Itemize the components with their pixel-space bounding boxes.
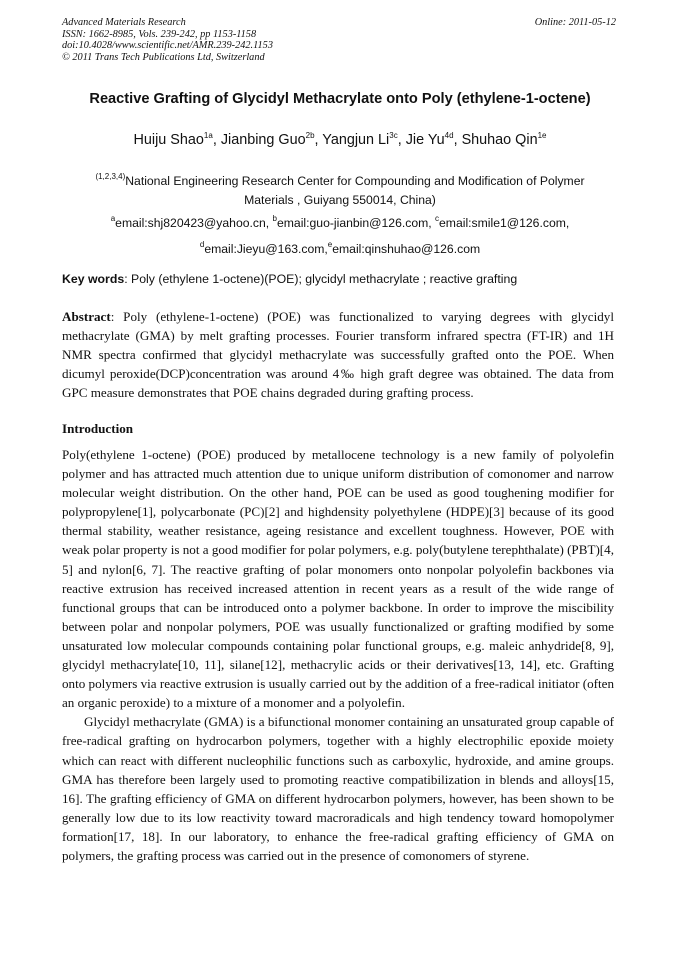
keywords	[62, 272, 622, 286]
email-sup: b	[272, 214, 277, 223]
journal-name: Advanced Materials Research	[62, 17, 186, 28]
abstract-text: : Poly (ethylene-1-octene) (POE) was functionalized to varying degrees with glycidyl methacrylate (GMA) by melt grafting processes. Fourier transform infrared spectra (FT-IR) and 1H NMR spectra confirmed that glycidyl methacrylate was successfully grafted onto the POE. When dicumyl peroxide(DCP)concentration was around 4‰ high graft degree was obtained. The data from GPC measure demonstrates that POE chains degraded during grafting process.	[62, 309, 614, 400]
email-address[interactable]: email:smile1@126.com,	[439, 216, 570, 230]
paper-title: Reactive Grafting of Glycidyl Methacrylate onto Poly (ethylene-1-octene)	[89, 91, 591, 107]
author: Huiju Shao	[133, 132, 204, 148]
affiliation-line-2: Materials , Guiyang 550014, China)	[244, 193, 436, 207]
email-sup: e	[327, 240, 333, 249]
email-sup: d	[199, 240, 205, 249]
email-address[interactable]: email:shj820423@yahoo.cn,	[115, 216, 273, 230]
email-sup: a	[110, 214, 116, 223]
introduction-body	[62, 445, 614, 865]
affiliation	[70, 167, 610, 210]
paragraph: Poly(ethylene 1-octene) (POE) produced by metallocene technology is a new family of polyolefin polymer and has attracted much attention due to unique uniform distribution of comonomer and narrow molecular weight distribution. On the other hand, POE can be used as good toughening modifier for polypropylene[1], polycarbonate (PC)[2] and highdensity polyethylene (HDPE)[3] because of its good thermal stability, weather resistance, ageing resistance and excellent toughness. However, POE with weak polar property is not a good modifier for polar polymers, e.g. poly(butylene terephthalate) (PBT)[4, 5] and nylon[6, 7]. The reactive grafting of polar monomers onto nonpolar polyolefin backbones via reactive extrusion has received increased attention in recent years as a result of the wide range of functional groups that can be introduced onto a polymer backbone. In order to improve the miscibility between polar and nonpolar polymers, POE was usually functionalized or grafting modified by some unsaturated low molecular compounds containing polar functional groups, e.g. maleic anhydride[8, 9], glycidyl methacrylate[10, 11], silane[12], methacrylic acids or their derivatives[13, 14], etc. Grafting onto polymers via reactive extrusion is usually carried out by the addition of a free-radical initiator (often an organic peroxide) to a mixture of a monomer and a polyolefin.	[62, 447, 614, 711]
keywords-text: : Poly (ethylene 1-octene)(POE); glycidyl methacrylate ; reactive grafting	[124, 272, 518, 286]
affiliation-line-1: National Engineering Research Center for Compounding and Modification of Polymer	[125, 174, 585, 188]
email-address[interactable]: email:qinshuhao@126.com	[332, 242, 481, 256]
issn-line: ISSN: 1662-8985, Vols. 239-242, pp 1153-1158	[62, 28, 257, 40]
author-sup: 2b	[305, 131, 315, 140]
section-heading-introduction: Introduction	[62, 421, 134, 436]
email-address[interactable]: email:guo-jianbin@126.com,	[277, 216, 436, 230]
email-list	[70, 208, 610, 260]
abstract-label: Abstract	[62, 309, 111, 324]
online-date: Online: 2011-05-12	[534, 17, 616, 28]
paragraph: Glycidyl methacrylate (GMA) is a bifunctional monomer containing an unsaturated group capable of free-radical grafting on hydrocarbon polymers, together with a highly electrophilic epoxide moiety which can react with different nucleophilic functions such as carboxylic, hydroxide, and amine groups. GMA has therefore been largely used to promoting reactive compatibilization in blends and alloys[15, 16]. The grafting efficiency of GMA on different hydrocarbon polymers, however, has been shown to be generally low due to its low reactivity toward macroradicals and high tendency toward homopolymer formation[17, 18]. In our laboratory, to enhance the free-radical grafting efficiency of GMA on polymers, the grafting process was carried out in the presence of comonomers of styrene.	[62, 714, 614, 863]
author-list: Huiju Shao$^{1a}$, Jianbing Guo$^{2b}$, Yangjun $Li^{3c}$, Jie $Yu^{4d}$, Shuhao Qin$^{1e}$	[133, 131, 547, 148]
abstract	[62, 307, 614, 402]
copyright-line: © 2011 Trans Tech Publications Ltd, Switzerland	[62, 51, 265, 63]
author-sup: 1a	[203, 131, 213, 140]
affiliation-sup: (1,2,3,4)	[95, 172, 126, 181]
author: Jianbing Guo	[220, 132, 306, 148]
keywords-label: Key words	[62, 272, 125, 286]
email-sup: c	[435, 214, 440, 223]
doi-line: doi:10.4028/www.scientific.net/AMR.239-242.1153	[62, 40, 273, 52]
author: Jie Yu	[405, 132, 445, 148]
journal-header	[62, 17, 616, 63]
author-sup: 1e	[537, 131, 547, 140]
author: Yangjun Li	[322, 132, 390, 148]
author-sup: 4d	[444, 131, 454, 140]
author: Shuhao Qin	[461, 132, 538, 148]
author-sup: 3c	[389, 131, 398, 140]
email-address[interactable]: email:Jieyu@163.com,	[204, 242, 328, 256]
